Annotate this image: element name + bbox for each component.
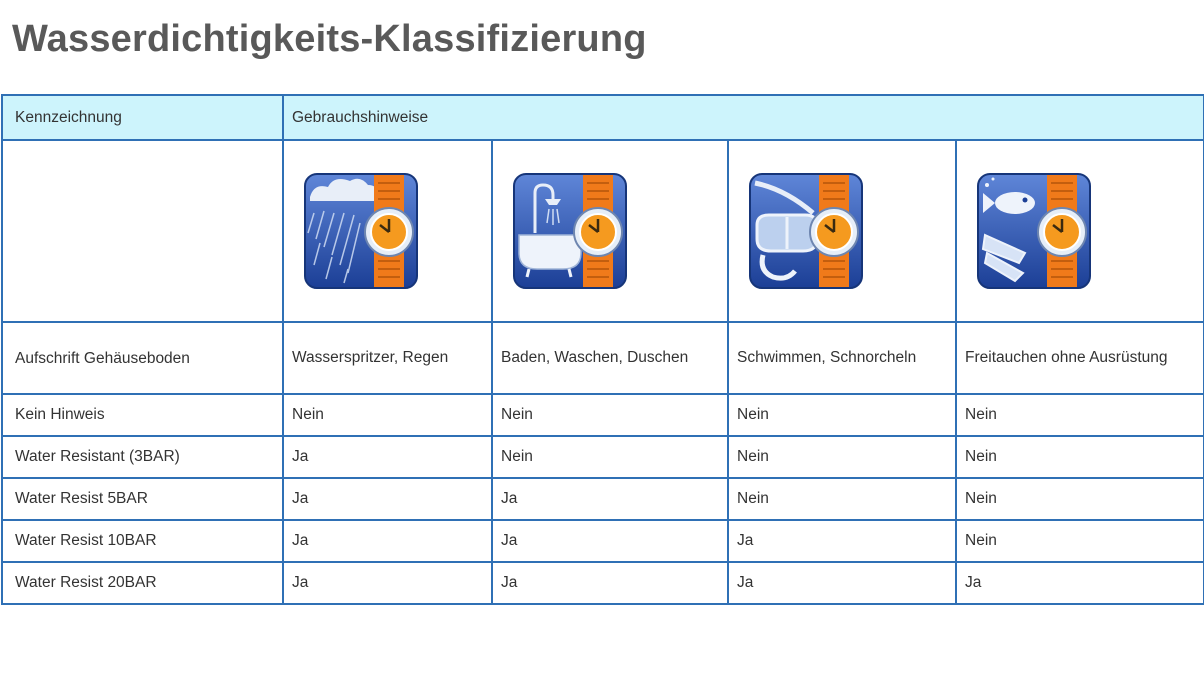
table-row bbox=[2, 562, 1204, 604]
page-title: Wasserdichtigkeits-Klassifizierung bbox=[12, 18, 647, 60]
header-kennzeichnung: Kennzeichnung bbox=[2, 95, 283, 140]
table-cell: Nein bbox=[956, 478, 1204, 520]
table-cell: Nein bbox=[956, 394, 1204, 436]
usage-splash-rain: Wasserspritzer, Regen bbox=[283, 322, 492, 394]
icon-cell-diving bbox=[956, 140, 1204, 322]
row-label: Water Resist 10BAR bbox=[2, 520, 283, 562]
rain-watch-icon bbox=[304, 173, 418, 289]
table-cell: Ja bbox=[956, 562, 1204, 604]
table-cell: Nein bbox=[492, 436, 728, 478]
usage-freediving: Freitauchen ohne Ausrüstung bbox=[956, 322, 1204, 394]
table-row bbox=[2, 436, 1204, 478]
water-resistance-table bbox=[1, 94, 1204, 605]
table-header-row bbox=[2, 95, 1204, 140]
row-label: Kein Hinweis bbox=[2, 394, 283, 436]
table-cell: Ja bbox=[492, 562, 728, 604]
table-cell: Ja bbox=[283, 520, 492, 562]
header-gebrauchshinweise: Gebrauchshinweise bbox=[283, 95, 1204, 140]
icon-cell-snorkel bbox=[728, 140, 956, 322]
inscription-label: Aufschrift Gehäuseboden bbox=[2, 322, 283, 394]
row-label: Water Resist 5BAR bbox=[2, 478, 283, 520]
row-label: Water Resistant (3BAR) bbox=[2, 436, 283, 478]
diving-fins-fish-watch-icon bbox=[977, 173, 1091, 289]
bath-shower-watch-icon bbox=[513, 173, 627, 289]
table-cell: Nein bbox=[492, 394, 728, 436]
table-cell: Ja bbox=[283, 478, 492, 520]
table-row bbox=[2, 394, 1204, 436]
snorkel-mask-watch-icon bbox=[749, 173, 863, 289]
table-cell: Ja bbox=[492, 478, 728, 520]
table-row bbox=[2, 520, 1204, 562]
table-cell: Ja bbox=[492, 520, 728, 562]
table-cell: Ja bbox=[283, 436, 492, 478]
table-cell: Ja bbox=[728, 562, 956, 604]
table-cell: Nein bbox=[956, 436, 1204, 478]
table-cell: Ja bbox=[728, 520, 956, 562]
icon-cell-rain bbox=[283, 140, 492, 322]
table-cell: Nein bbox=[728, 478, 956, 520]
icon-row-empty-cell bbox=[2, 140, 283, 322]
usage-swim-snorkel: Schwimmen, Schnorcheln bbox=[728, 322, 956, 394]
inscription-row bbox=[2, 322, 1204, 394]
table-cell: Nein bbox=[728, 436, 956, 478]
row-label: Water Resist 20BAR bbox=[2, 562, 283, 604]
icon-cell-bath bbox=[492, 140, 728, 322]
table-cell: Nein bbox=[956, 520, 1204, 562]
icon-row bbox=[2, 140, 1204, 322]
table-row bbox=[2, 478, 1204, 520]
usage-bath-shower: Baden, Waschen, Duschen bbox=[492, 322, 728, 394]
table-cell: Ja bbox=[283, 562, 492, 604]
table-cell: Nein bbox=[728, 394, 956, 436]
table-cell: Nein bbox=[283, 394, 492, 436]
